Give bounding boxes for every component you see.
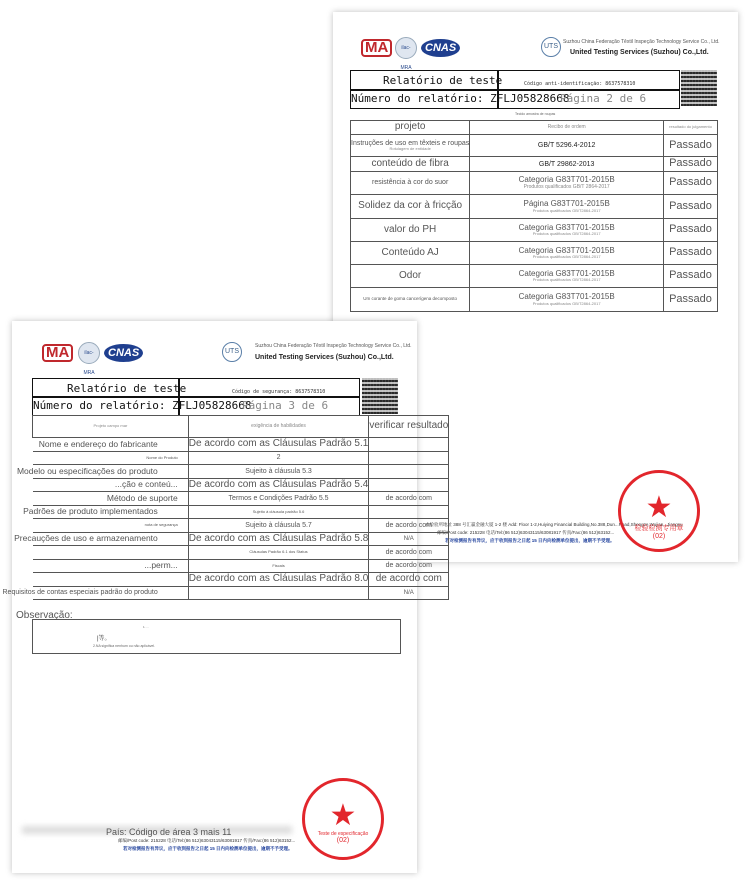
table-row: [351, 288, 718, 312]
requirement: Sujeito à cláusula 5.7: [188, 519, 369, 533]
table-row: [33, 505, 449, 519]
page-number: Página 3 de 6: [242, 399, 329, 412]
test-result: Passado: [664, 195, 718, 219]
anti-id-code: Código anti-identificação: 8637578310: [524, 81, 636, 87]
observation-note-2: 2.NA significa nenhum ou não aplicável.: [93, 644, 156, 648]
test-results-table: [350, 120, 718, 312]
stamp-text: Teste de especificação: [317, 831, 369, 837]
table-row: [351, 219, 718, 242]
test-item: valor do PH: [351, 219, 470, 242]
footer-note: 若对检测报告有异议，应于收到报告之日起 15 日内向检测单位提出，逾期不予受理。: [123, 846, 293, 851]
check-item: Requisitos de contas especiais padrão do produto: [33, 586, 189, 600]
test-result: Passado: [664, 157, 718, 172]
ilac-logo: ilac-MRA: [78, 342, 100, 364]
requirement: 2: [188, 451, 369, 465]
requirement: [188, 586, 369, 600]
star-icon: ★: [329, 799, 357, 832]
test-result: Passado: [664, 135, 718, 157]
table-row: [351, 265, 718, 288]
observation-label: Observação:: [16, 610, 73, 621]
check-result: [369, 478, 449, 492]
table-row: [33, 532, 449, 546]
test-standard: GB/T 29862-2013: [470, 157, 664, 172]
ma-logo: MA: [42, 344, 73, 362]
requirement: Cláusulas Padrão 6.1 dos Status: [188, 546, 369, 560]
check-item: ...perm...: [33, 559, 189, 573]
table-row: [33, 438, 449, 452]
footer-note: 若对检测报告有异议，应于收到报告之日起 15 日内向检测单位提出，逾期不予受理。: [445, 538, 615, 543]
ilac-logo: ilac-MRA: [395, 37, 417, 59]
test-standard: Categoria G83T701-2015B Produtos qualificados GB/T2864-2017: [470, 242, 664, 265]
table-row: [33, 492, 449, 506]
header-result: verificar resultado: [369, 416, 449, 438]
company-name: United Testing Services (Suzhou) Co.,Ltd.: [570, 49, 709, 56]
company-name: United Testing Services (Suzhou) Co.,Ltd.: [255, 354, 394, 361]
security-code: Código de segurança: 8637578310: [232, 389, 326, 395]
uts-logo: UTS: [222, 342, 242, 362]
test-standard: Categoria G83T701-2015B Produtos qualificados GB/T2864-2017: [470, 219, 664, 242]
ma-logo: MA: [361, 39, 392, 57]
test-standard: Categoria G83T701-2015B Produtos qualificados GB/T 2864-2017: [470, 172, 664, 195]
test-result: Passado: [664, 288, 718, 312]
check-result: de acordo com: [369, 559, 449, 573]
test-result: Passado: [664, 219, 718, 242]
stamp-text: 检验检测专用章: [634, 525, 684, 532]
check-result: [369, 505, 449, 519]
check-result: de acordo com: [369, 519, 449, 533]
check-item: [33, 573, 189, 587]
check-result: de acordo com: [369, 492, 449, 506]
report-title: Relatório de teste: [67, 382, 187, 395]
table-row: [33, 451, 449, 465]
table-row: [351, 135, 718, 157]
check-item: Método de suporte: [33, 492, 189, 506]
check-result: N/A: [369, 586, 449, 600]
requirement: Sujeito à cláusula 5.3: [188, 465, 369, 479]
check-item: Modelo ou especificações do produto: [33, 465, 189, 479]
uts-logo: UTS: [541, 37, 561, 57]
footer-contact: 邮编/Post code: 215228 电话/Tel:(86 512)63043115/63081917 传真/Fax:(86 512)63152...: [437, 530, 615, 535]
table-row: [351, 242, 718, 265]
check-result: de acordo com: [369, 546, 449, 560]
header-result: resultado do julgamento: [664, 121, 718, 135]
page-number: Página 2 de 6: [560, 92, 647, 105]
test-result: Passado: [664, 265, 718, 288]
check-item: Nome do Produto: [33, 451, 189, 465]
report-title: Relatório de teste: [383, 74, 503, 87]
company-name-small: Suzhou China Federação Têxtil Inspeção Technology Service Co., Ltd.: [563, 39, 720, 45]
footer-country: País: Código de área 3 mais 11: [106, 827, 232, 837]
company-name-small: Suzhou China Federação Têxtil Inspeção Technology Service Co., Ltd.: [255, 343, 412, 349]
requirement: Termos e Condições Padrão 5.5: [188, 492, 369, 506]
observation-mark: |等。: [97, 636, 111, 642]
test-result: Passado: [664, 172, 718, 195]
check-result: de acordo com: [369, 573, 449, 587]
header-standard: Recibo de ordem: [470, 121, 664, 135]
official-stamp: [302, 778, 384, 860]
test-item: Um corante de goma cancerígena decomposto: [351, 288, 470, 312]
report-number: Número do relatório: ZFLJ05828668: [33, 399, 252, 412]
check-result: [369, 438, 449, 452]
test-item: Instruções de uso em têxteis e roupas Rotulagem de entidade: [351, 135, 470, 157]
check-item: Padrões de produto implementados: [33, 505, 189, 519]
requirement: De acordo com as Cláusulas Padrão 5.8: [188, 532, 369, 544]
table-row: [33, 559, 449, 573]
test-result: Passado: [664, 242, 718, 265]
test-standard: Categoria G83T701-2015B Produtos qualificados GB/T2864-2017: [470, 265, 664, 288]
label-requirements-table: [2, 415, 449, 600]
table-row: [33, 586, 449, 600]
test-item: Solidez da cor à fricção: [351, 195, 470, 219]
table-row: [33, 573, 449, 587]
footer-address: 本检验所地址 388 号汇赢金融大厦 1-2 楼 Add: Floor 1-2,Huiying Financial Building,No.388,Dun...Road,Shengze,Wujian...Jiangsu: [425, 522, 683, 527]
qr-code: [681, 70, 717, 106]
check-item: nota de segurança: [33, 519, 189, 533]
header-project: Projeto campo mar: [33, 416, 189, 438]
footer-contact: 邮编/Post code: 215228 电话/Tel:(86 512)63043115/63081917 传真/Fax:(86 512)63152...: [118, 838, 296, 843]
header-requirement: exigência de habilidades: [188, 416, 369, 438]
observation-box: [32, 619, 401, 654]
test-item: conteúdo de fibra: [351, 157, 470, 172]
official-stamp: [618, 470, 700, 552]
table-row: [33, 478, 449, 492]
requirement: Fiscais: [188, 559, 369, 573]
observation-note-1: 1. ...: [143, 625, 149, 629]
check-item: [33, 546, 189, 560]
test-standard: GB/T 5296.4-2012: [470, 135, 664, 157]
cnas-logo: CNAS: [104, 344, 143, 362]
check-result: N/A: [369, 532, 449, 546]
stamp-number: (02): [336, 837, 350, 844]
stamp-number: (02): [652, 533, 666, 540]
report-number: Número do relatório: ZFLJ05828668: [351, 92, 570, 105]
cnas-logo: CNAS: [421, 39, 460, 57]
table-row: [351, 172, 718, 195]
table-row: [33, 465, 449, 479]
table-row: [33, 546, 449, 560]
check-item: Nome e endereço do fabricante: [33, 438, 189, 452]
requirement: De acordo com as Cláusulas Padrão 5.4: [188, 478, 369, 490]
report-page-3: [2, 321, 449, 873]
test-item: resistência à cor do suor: [351, 172, 470, 195]
header-project: projeto: [351, 121, 470, 135]
table-row: [351, 157, 718, 172]
test-standard: Categoria G83T701-2015B Produtos qualificados GB/T2864-2017: [470, 288, 664, 312]
check-item: ...ção e conteú...: [33, 478, 189, 492]
requirement: De acordo com as Cláusulas Padrão 8.0: [188, 573, 369, 584]
table-row: [351, 195, 718, 219]
test-item: Odor: [351, 265, 470, 288]
qr-code: [362, 378, 398, 414]
check-result: [369, 451, 449, 465]
check-item: Precauções de uso e armazenamento: [33, 532, 189, 546]
star-icon: ★: [645, 491, 673, 524]
table-row: [33, 519, 449, 533]
requirement: De acordo com as Cláusulas Padrão 5.1: [188, 438, 369, 449]
test-item: Conteúdo AJ: [351, 242, 470, 265]
requirement: Sujeito à cláusula padrão 5.6: [188, 505, 369, 519]
test-standard: Página G83T701-2015B Produtos qualificados GB/T2864-2017: [470, 195, 664, 219]
sample-label: Tecido amostra de roupas: [515, 112, 556, 116]
check-result: [369, 465, 449, 479]
